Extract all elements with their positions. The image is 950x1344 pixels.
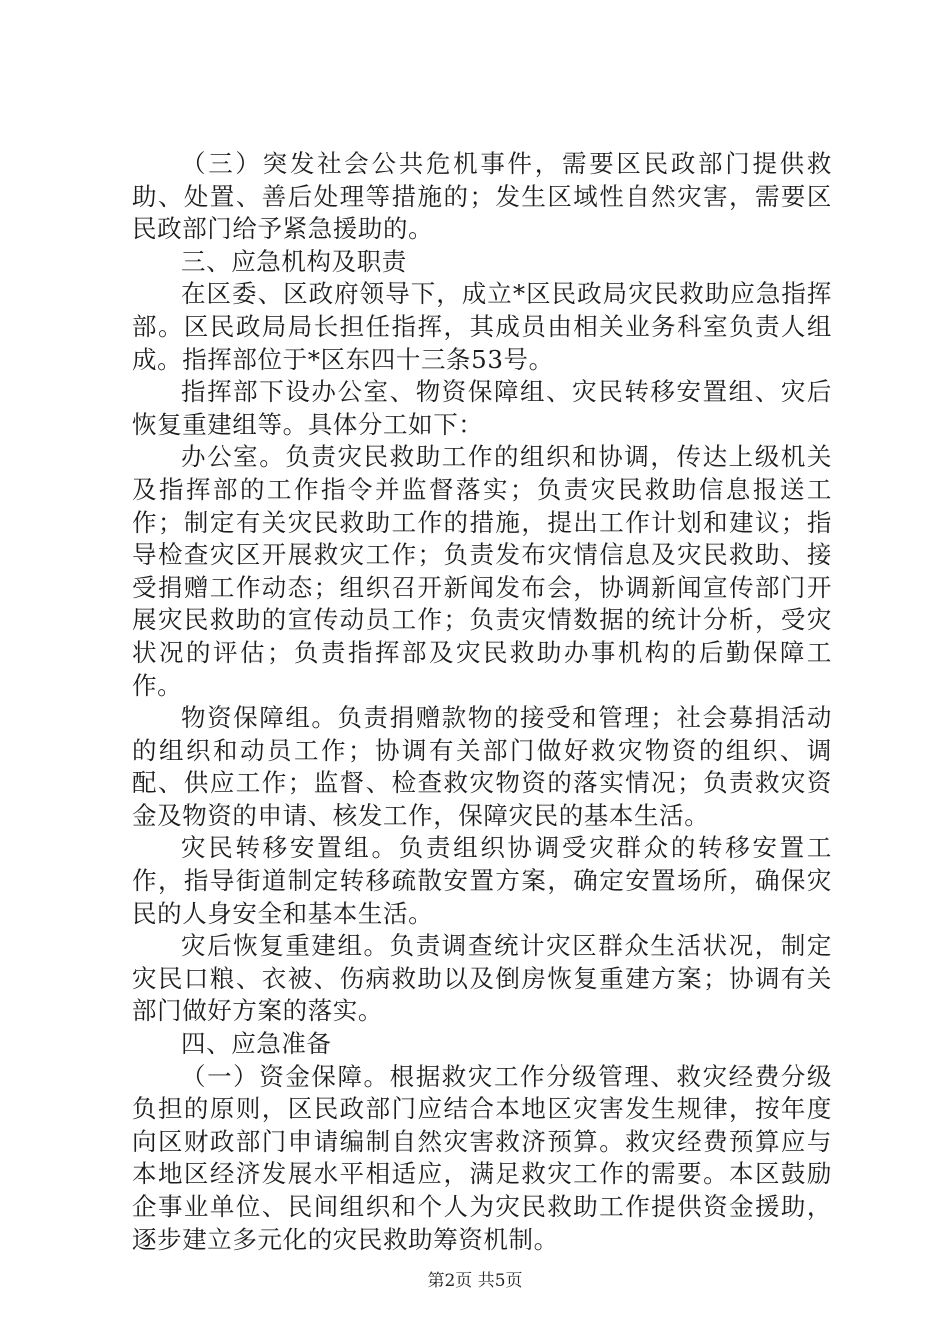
paragraph-funding: （一）资金保障。根据救灾工作分级管理、救灾经费分级负担的原则，区民政部门应结合本地区灾害发生规律，按年度向区财政部门申请编制自然灾害救济预算。救灾经费预算应与本地区经济发展水平相适应，满足救灾工作的需要。本区鼓励企事业单位、民间组织和个人为灾民救助工作提供资金援助，逐步建立多元化的灾民救助筹资机制。 [132, 1061, 832, 1254]
paragraph-reconstruction-group: 灾后恢复重建组。负责调查统计灾区群众生活状况，制定灾民口粮、衣被、伤病救助以及倒房恢复重建方案；协调有关部门做好方案的落实。 [132, 931, 832, 1026]
document-body [132, 148, 832, 1256]
section-heading-emergency-preparation: 四、应急准备 [181, 1029, 332, 1059]
paragraph-supplies-group: 物资保障组。负责捐赠款物的接受和管理；社会募捐活动的组织和动员工作；协调有关部门做好救灾物资的组织、调配、供应工作；监督、检查救灾物资的落实情况；负责救灾资金及物资的申请、核发工作，保障灾民的基本生活。 [132, 703, 832, 830]
paragraph-emergency-events: （三）突发社会公共危机事件，需要区民政部门提供救助、处置、善后处理等措施的；发生区域性自然灾害，需要区民政部门给予紧急援助的。 [132, 149, 832, 244]
section-heading-agency-duties: 三、应急机构及职责 [181, 246, 407, 276]
paragraph-subdivisions: 指挥部下设办公室、物资保障组、灾民转移安置组、灾后恢复重建组等。具体分工如下： [132, 377, 832, 439]
paragraph-relocation-group: 灾民转移安置组。负责组织协调受灾群众的转移安置工作，指导街道制定转移疏散安置方案，确定安置场所，确保灾民的人身安全和基本生活。 [132, 833, 832, 928]
paragraph-command-headquarters: 在区委、区政府领导下，成立*区民政局灾民救助应急指挥部。区民政局局长担任指挥，其成员由相关业务科室负责人组成。指挥部位于*区东四十三条53号。 [132, 279, 832, 374]
page-number-footer: 第2页 共5页 [427, 1271, 523, 1291]
paragraph-office: 办公室。负责灾民救助工作的组织和协调，传达上级机关及指挥部的工作指令并监督落实；负责灾民救助信息报送工作；制定有关灾民救助工作的措施，提出工作计划和建议；指导检查灾区开展救灾工作；负责发布灾情信息及灾民救助、接受捐赠工作动态；组织召开新闻发布会，协调新闻宣传部门开展灾民救助的宣传动员工作；负责灾情数据的统计分析，受灾状况的评估；负责指挥部及灾民救助办事机构的后勤保障工作。 [132, 442, 832, 700]
